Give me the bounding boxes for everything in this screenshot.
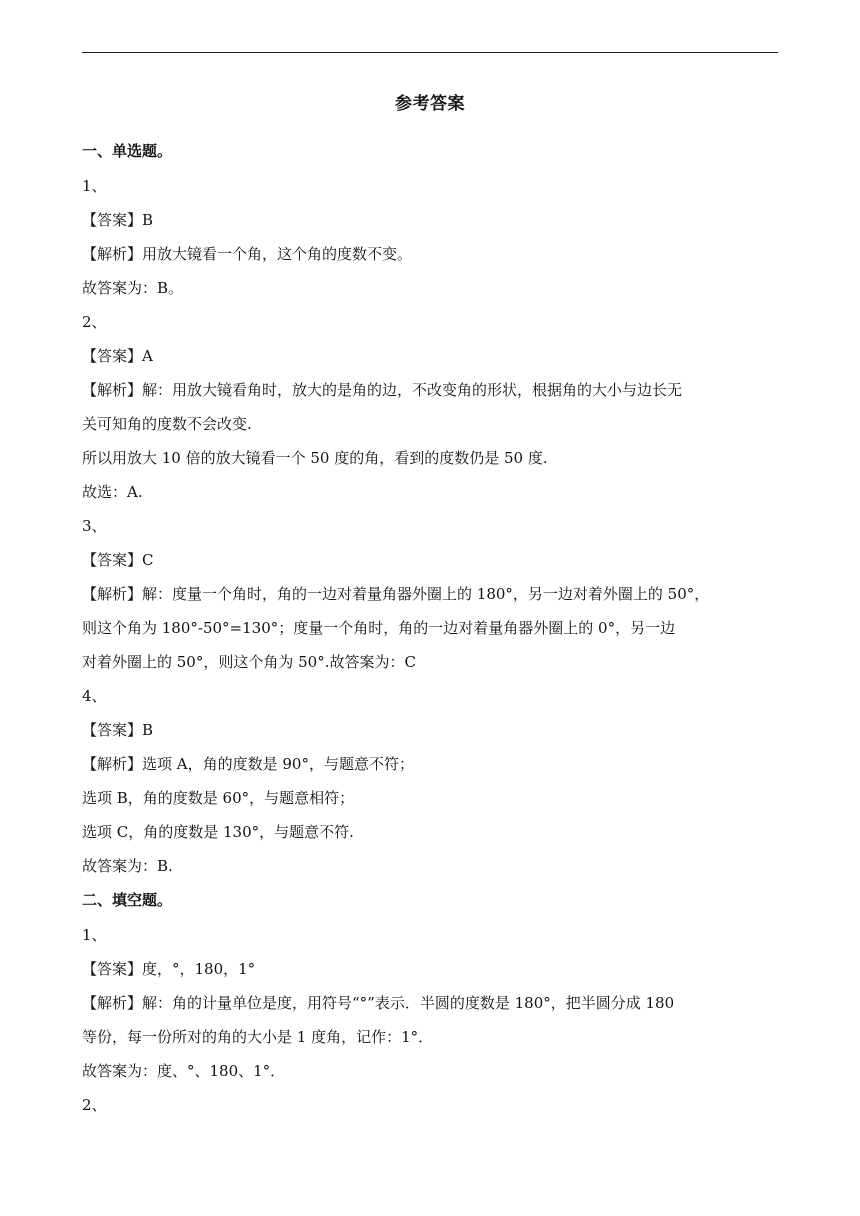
header-rule: [82, 52, 778, 53]
question-number: 3、: [82, 517, 107, 535]
analysis-line: 【解析】选项 A，角的度数是 90°，与题意不符；: [82, 755, 414, 773]
analysis-line: 等份，每一份所对的角的大小是 1 度角，记作：1°．: [82, 1028, 434, 1046]
conclusion-line: 故选：A.: [82, 483, 143, 501]
question-number: 1、: [82, 177, 107, 195]
question-number: 4、: [82, 687, 107, 705]
question-number: 2、: [82, 1096, 107, 1114]
analysis-line: 关可知角的度数不会改变.: [82, 415, 252, 433]
analysis-line: 选项 C，角的度数是 130°，与题意不符.: [82, 823, 354, 841]
analysis-line: 【解析】解：度量一个角时，角的一边对着量角器外圈上的 180°，另一边对着外圈上的 50°，: [82, 585, 710, 603]
answer-line: 【答案】B: [82, 721, 154, 739]
analysis-line: 选项 B，角的度数是 60°，与题意相符；: [82, 789, 355, 807]
section-heading-single-choice: 一、单选题。: [82, 142, 173, 160]
conclusion-line: 故答案为：B。: [82, 279, 184, 297]
answer-content: [82, 140, 778, 1128]
question-number: 1、: [82, 926, 107, 944]
conclusion-line: 故答案为：度、°、180、1°．: [82, 1062, 286, 1080]
analysis-line: 【解析】解：角的计量单位是度，用符号“°”表示．半圆的度数是 180°，把半圆分成 180: [82, 994, 675, 1012]
question-number: 2、: [82, 313, 107, 331]
page-title: 参考答案: [395, 94, 465, 114]
analysis-line: 对着外圈上的 50°，则这个角为 50°.故答案为：C: [82, 653, 416, 671]
section-heading-fill-in: 二、填空题。: [82, 891, 173, 909]
analysis-line: 【解析】解：用放大镜看角时，放大的是角的边，不改变角的形状，根据角的大小与边长无: [82, 381, 683, 399]
answer-line: 【答案】C: [82, 551, 154, 569]
conclusion-line: 故答案为：B.: [82, 857, 173, 875]
answer-line: 【答案】度，°，180，1°: [82, 960, 256, 978]
answer-line: 【答案】A: [82, 347, 153, 365]
analysis-line: 则这个角为 180°-50°=130°；度量一个角时，角的一边对着量角器外圈上的 0°，另一边: [82, 619, 676, 637]
analysis-line: 【解析】用放大镜看一个角，这个角的度数不变。: [82, 245, 413, 263]
analysis-line: 所以用放大 10 倍的放大镜看一个 50 度的角，看到的度数仍是 50 度.: [82, 449, 548, 467]
answer-line: 【答案】B: [82, 211, 154, 229]
